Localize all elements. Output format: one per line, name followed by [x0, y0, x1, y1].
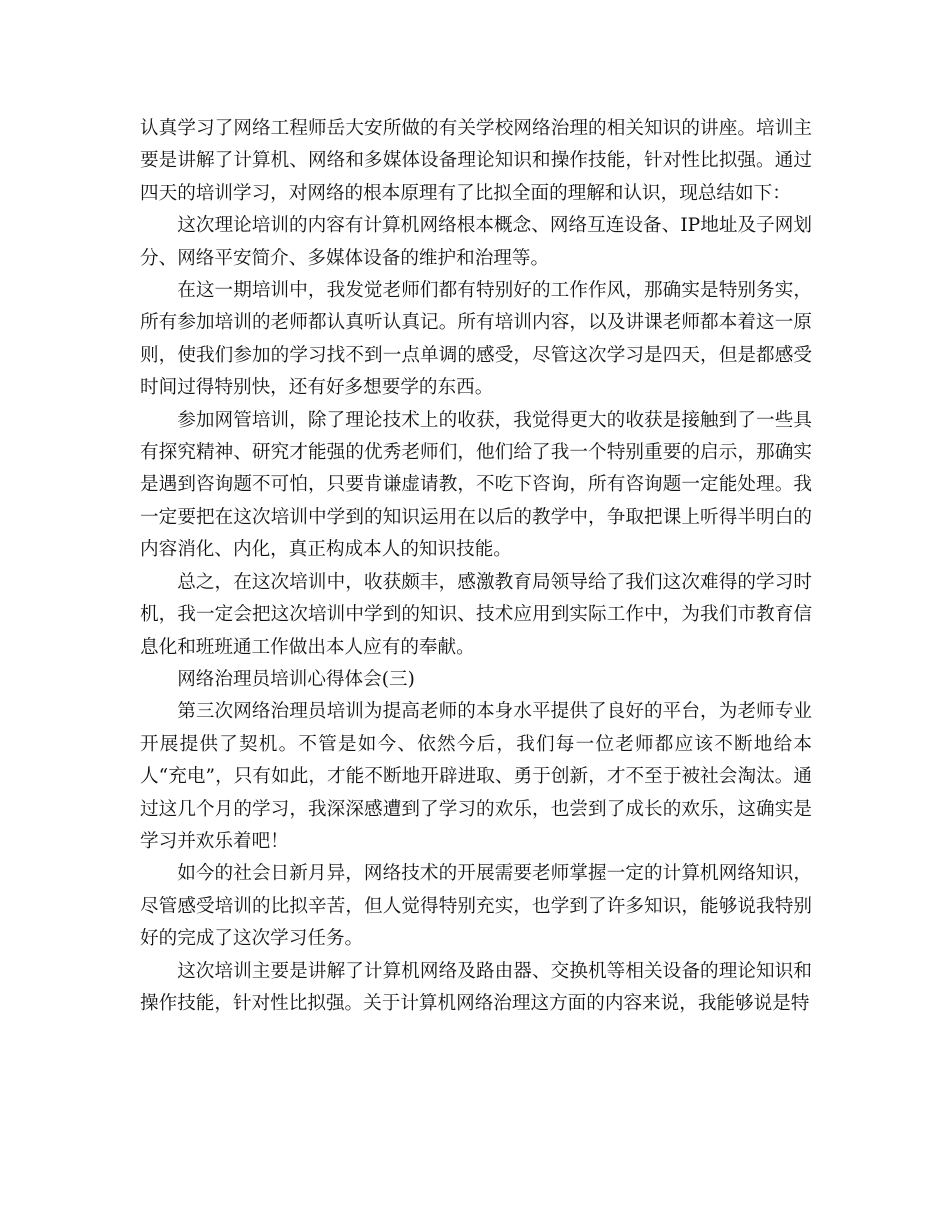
paragraph: 参加网管培训，除了理论技术上的收获，我觉得更大的收获是接触到了一些具有探究精神、研究才能强的优秀老师们，他们给了我一个特别重要的启示，那确实是遇到咨询题不可怕，只要肯谦虚请教，不吃下咨询，所有咨询题一定能处理。我一定要把在这次培训中学到的知识运用在以后的教学中，争取把课上听得半明白的内容消化、内化，真正构成本人的知识技能。	[140, 409, 812, 561]
section-heading: 网络治理员培训心得体会(三)	[177, 668, 415, 690]
document-body	[140, 113, 812, 1020]
paragraph: 在这一期培训中，我发觉老师们都有特别好的工作作风，那确实是特别务实，所有参加培训的老师都认真听认真记。所有培训内容，以及讲课老师都本着这一原则，使我们参加的学习找不到一点单调的感受，尽管这次学习是四天，但是都感受时间过得特别快，还有好多想要学的东西。	[140, 280, 812, 399]
paragraph: 第三次网络治理员培训为提高老师的本身水平提供了良好的平台，为老师专业开展提供了契机。不管是如今、依然今后，我们每一位老师都应该不断地给本人“充电”，只有如此，才能不断地开辟进取、勇于创新，才不至于被社会淘汰。通过这几个月的学习，我深深感遭到了学习的欢乐，也尝到了成长的欢乐，这确实是学习并欢乐着吧！	[140, 701, 812, 852]
paragraph: 如今的社会日新月异，网络技术的开展需要老师掌握一定的计算机网络知识，尽管感受培训的比拟辛苦，但人觉得特别充实，也学到了许多知识，能够说我特别好的完成了这次学习任务。	[140, 863, 812, 950]
paragraph: 这次培训主要是讲解了计算机网络及路由器、交换机等相关设备的理论知识和操作技能，针对性比拟强。关于计算机网络治理这方面的内容来说，我能够说是特	[140, 960, 812, 1014]
paragraph: 这次理论培训的内容有计算机网络根本概念、网络互连设备、IP地址及子网划分、网络平安简介、多媒体设备的维护和治理等。	[140, 215, 812, 269]
paragraph: 总之，在这次培训中，收获颇丰，感激教育局领导给了我们这次难得的学习时机，我一定会把这次培训中学到的知识、技术应用到实际工作中，为我们市教育信息化和班班通工作做出本人应有的奉献。	[140, 571, 812, 658]
paragraph: 认真学习了网络工程师岳大安所做的有关学校网络治理的相关知识的讲座。培训主要是讲解了计算机、网络和多媒体设备理论知识和操作技能，针对性比拟强。通过四天的培训学习，对网络的根本原理有了比拟全面的理解和认识，现总结如下：	[140, 118, 812, 204]
